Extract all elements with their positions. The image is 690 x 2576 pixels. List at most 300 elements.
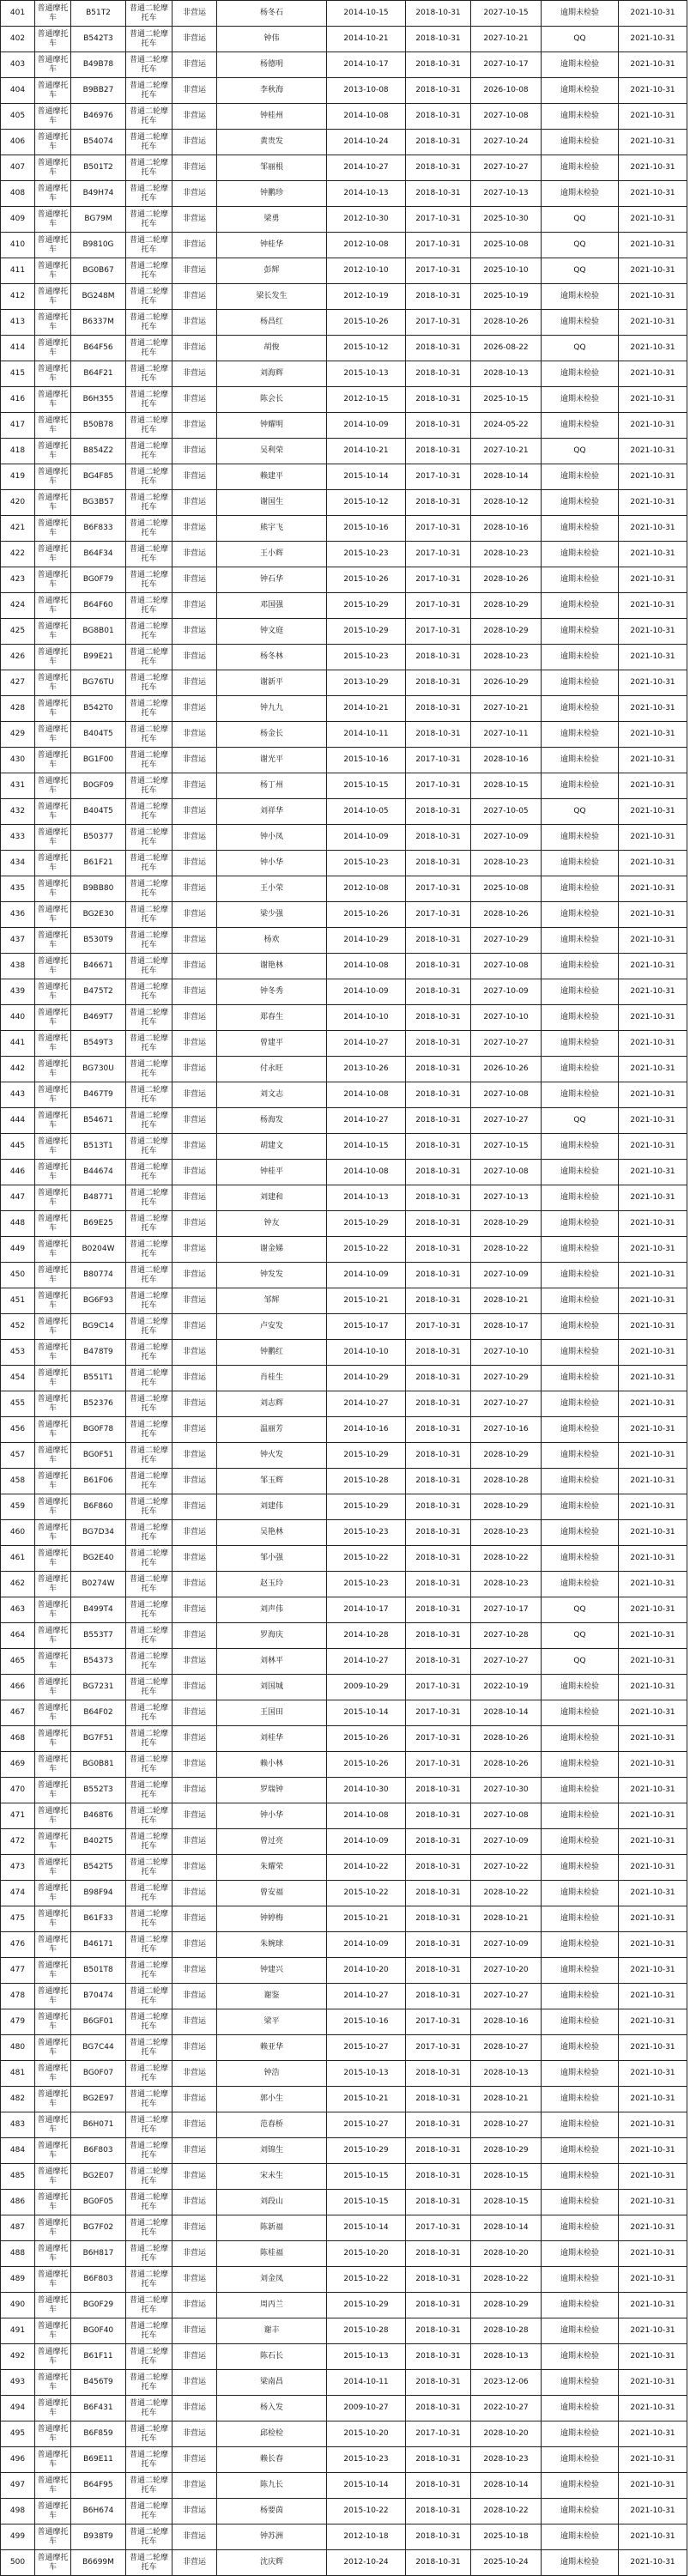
scrap-date-cell: 2028-10-22	[471, 2499, 542, 2524]
scrap-date-cell: 2028-10-16	[471, 748, 542, 773]
owner-name-cell: 钟桂州	[217, 104, 327, 130]
inspection-date-cell: 2018-10-31	[406, 1984, 471, 2009]
row-index-cell: 463	[1, 1597, 35, 1623]
status-cell: 逾期未检验	[542, 773, 619, 799]
owner-name-cell: 杨冬石	[217, 1, 327, 27]
deadline-date-cell: 2021-10-31	[619, 2241, 687, 2267]
vehicle-category-cell: 普通摩托车	[35, 567, 71, 593]
vehicle-type-cell: 普通二轮摩托车	[126, 1623, 172, 1649]
usage-type-cell: 非营运	[172, 1881, 217, 1906]
scrap-date-cell: 2028-10-29	[471, 1211, 542, 1237]
usage-type-cell: 非营运	[172, 1005, 217, 1031]
usage-type-cell: 非营运	[172, 516, 217, 542]
deadline-date-cell: 2021-10-31	[619, 1288, 687, 1314]
scrap-date-cell: 2027-10-08	[471, 104, 542, 130]
registration-date-cell: 2015-10-29	[327, 2293, 406, 2318]
table-row	[1, 1726, 687, 1752]
inspection-date-cell: 2017-10-31	[406, 2009, 471, 2035]
table-row	[1, 2344, 687, 2370]
vehicle-category-cell: 普通摩托车	[35, 181, 71, 207]
table-row	[1, 361, 687, 387]
table-row	[1, 310, 687, 336]
registration-date-cell: 2014-10-27	[327, 1984, 406, 2009]
vehicle-category-cell: 普通摩托车	[35, 1005, 71, 1031]
deadline-date-cell: 2021-10-31	[619, 1752, 687, 1778]
inspection-date-cell: 2018-10-31	[406, 1340, 471, 1366]
inspection-date-cell: 2018-10-31	[406, 1211, 471, 1237]
vehicle-category-cell: 普通摩托车	[35, 155, 71, 181]
inspection-date-cell: 2018-10-31	[406, 722, 471, 748]
scrap-date-cell: 2028-10-14	[471, 2215, 542, 2241]
row-index-cell: 461	[1, 1546, 35, 1572]
status-cell: 逾期未检验	[542, 722, 619, 748]
plate-number-cell: B6F859	[71, 2421, 126, 2447]
owner-name-cell: 钟鹏红	[217, 1340, 327, 1366]
registration-date-cell: 2015-10-29	[327, 593, 406, 619]
owner-name-cell: 杨欢	[217, 928, 327, 954]
table-row	[1, 593, 687, 619]
vehicle-type-cell: 普通二轮摩托车	[126, 748, 172, 773]
vehicle-category-cell: 普通摩托车	[35, 593, 71, 619]
table-row	[1, 2267, 687, 2293]
plate-number-cell: B44674	[71, 1160, 126, 1185]
row-index-cell: 438	[1, 954, 35, 979]
owner-name-cell: 谢新平	[217, 670, 327, 696]
vehicle-category-cell: 普通摩托车	[35, 979, 71, 1005]
scrap-date-cell: 2028-10-29	[471, 593, 542, 619]
deadline-date-cell: 2021-10-31	[619, 979, 687, 1005]
inspection-date-cell: 2018-10-31	[406, 1546, 471, 1572]
registration-date-cell: 2015-10-26	[327, 567, 406, 593]
table-row	[1, 1211, 687, 1237]
row-index-cell: 466	[1, 1675, 35, 1700]
status-cell: QQ	[542, 1597, 619, 1623]
registration-date-cell: 2015-10-28	[327, 2318, 406, 2344]
registration-date-cell: 2015-10-20	[327, 2421, 406, 2447]
usage-type-cell: 非营运	[172, 258, 217, 284]
plate-number-cell: B61F11	[71, 2344, 126, 2370]
row-index-cell: 439	[1, 979, 35, 1005]
registration-date-cell: 2015-10-14	[327, 2215, 406, 2241]
owner-name-cell: 梁南昌	[217, 2370, 327, 2396]
status-cell: 逾期未检验	[542, 1263, 619, 1288]
owner-name-cell: 钟友	[217, 1211, 327, 1237]
status-cell: 逾期未检验	[542, 155, 619, 181]
status-cell: QQ	[542, 258, 619, 284]
owner-name-cell: 钟火发	[217, 1443, 327, 1469]
row-index-cell: 428	[1, 696, 35, 722]
plate-number-cell: B402T5	[71, 1829, 126, 1855]
deadline-date-cell: 2021-10-31	[619, 1211, 687, 1237]
table-row	[1, 1984, 687, 2009]
status-cell: 逾期未检验	[542, 2241, 619, 2267]
row-index-cell: 485	[1, 2164, 35, 2190]
vehicle-type-cell: 普通二轮摩托车	[126, 825, 172, 851]
status-cell: 逾期未检验	[542, 902, 619, 928]
usage-type-cell: 非营运	[172, 284, 217, 310]
vehicle-category-cell: 普通摩托车	[35, 2164, 71, 2190]
status-cell: 逾期未检验	[542, 1340, 619, 1366]
scrap-date-cell: 2027-10-05	[471, 799, 542, 825]
vehicle-category-cell: 普通摩托车	[35, 2550, 71, 2576]
owner-name-cell: 刘文志	[217, 1082, 327, 1108]
row-index-cell: 427	[1, 670, 35, 696]
usage-type-cell: 非营运	[172, 1082, 217, 1108]
row-index-cell: 443	[1, 1082, 35, 1108]
plate-number-cell: BG4F85	[71, 464, 126, 490]
deadline-date-cell: 2021-10-31	[619, 748, 687, 773]
registration-date-cell: 2014-10-30	[327, 1778, 406, 1803]
owner-name-cell: 杨德明	[217, 52, 327, 78]
row-index-cell: 484	[1, 2138, 35, 2164]
usage-type-cell: 非营运	[172, 619, 217, 645]
plate-number-cell: BG248M	[71, 284, 126, 310]
scrap-date-cell: 2028-10-28	[471, 2318, 542, 2344]
inspection-date-cell: 2018-10-31	[406, 361, 471, 387]
row-index-cell: 415	[1, 361, 35, 387]
owner-name-cell: 刘金凤	[217, 2267, 327, 2293]
registration-date-cell: 2014-10-27	[327, 1031, 406, 1057]
vehicle-type-cell: 普通二轮摩托车	[126, 876, 172, 902]
usage-type-cell: 非营运	[172, 851, 217, 876]
inspection-date-cell: 2018-10-31	[406, 439, 471, 464]
status-cell: 逾期未检验	[542, 1932, 619, 1958]
deadline-date-cell: 2021-10-31	[619, 2009, 687, 2035]
row-index-cell: 420	[1, 490, 35, 516]
owner-name-cell: 钟小华	[217, 1803, 327, 1829]
vehicle-category-cell: 普通摩托车	[35, 2370, 71, 2396]
scrap-date-cell: 2027-10-28	[471, 1623, 542, 1649]
deadline-date-cell: 2021-10-31	[619, 902, 687, 928]
owner-name-cell: 王小荣	[217, 876, 327, 902]
inspection-date-cell: 2018-10-31	[406, 27, 471, 52]
usage-type-cell: 非营运	[172, 1906, 217, 1932]
plate-number-cell: B54373	[71, 1649, 126, 1675]
row-index-cell: 464	[1, 1623, 35, 1649]
owner-name-cell: 钟桂华	[217, 233, 327, 258]
table-row	[1, 78, 687, 104]
usage-type-cell: 非营运	[172, 464, 217, 490]
vehicle-type-cell: 普通二轮摩托车	[126, 1417, 172, 1443]
status-cell: 逾期未检验	[542, 2267, 619, 2293]
scrap-date-cell: 2027-10-08	[471, 1160, 542, 1185]
registration-date-cell: 2015-10-29	[327, 1211, 406, 1237]
registration-date-cell: 2014-10-13	[327, 1185, 406, 1211]
vehicle-type-cell: 普通二轮摩托车	[126, 2396, 172, 2421]
plate-number-cell: B9BB27	[71, 78, 126, 104]
vehicle-type-cell: 普通二轮摩托车	[126, 1185, 172, 1211]
deadline-date-cell: 2021-10-31	[619, 2138, 687, 2164]
inspection-date-cell: 2018-10-31	[406, 1572, 471, 1597]
status-cell: QQ	[542, 27, 619, 52]
owner-name-cell: 吴艳林	[217, 1520, 327, 1546]
row-index-cell: 499	[1, 2524, 35, 2550]
vehicle-category-cell: 普通摩托车	[35, 928, 71, 954]
owner-name-cell: 杨入发	[217, 2396, 327, 2421]
row-index-cell: 477	[1, 1958, 35, 1984]
deadline-date-cell: 2021-10-31	[619, 1649, 687, 1675]
owner-name-cell: 梁平	[217, 2009, 327, 2035]
usage-type-cell: 非营运	[172, 1932, 217, 1958]
deadline-date-cell: 2021-10-31	[619, 2267, 687, 2293]
inspection-date-cell: 2018-10-31	[406, 1031, 471, 1057]
row-index-cell: 447	[1, 1185, 35, 1211]
inspection-date-cell: 2018-10-31	[406, 928, 471, 954]
inspection-date-cell: 2018-10-31	[406, 1906, 471, 1932]
scrap-date-cell: 2027-10-13	[471, 181, 542, 207]
registration-date-cell: 2014-10-08	[327, 1803, 406, 1829]
inspection-date-cell: 2018-10-31	[406, 1649, 471, 1675]
inspection-date-cell: 2017-10-31	[406, 2035, 471, 2061]
table-row	[1, 1185, 687, 1211]
vehicle-category-cell: 普通摩托车	[35, 439, 71, 464]
scrap-date-cell: 2025-10-19	[471, 284, 542, 310]
status-cell: 逾期未检验	[542, 1984, 619, 2009]
owner-name-cell: 钟苏洲	[217, 2524, 327, 2550]
registration-date-cell: 2015-10-13	[327, 2061, 406, 2087]
vehicle-type-cell: 普通二轮摩托车	[126, 1958, 172, 1984]
usage-type-cell: 非营运	[172, 2138, 217, 2164]
plate-number-cell: B64F60	[71, 593, 126, 619]
status-cell: 逾期未检验	[542, 979, 619, 1005]
registration-date-cell: 2014-10-20	[327, 1958, 406, 1984]
usage-type-cell: 非营运	[172, 1546, 217, 1572]
plate-number-cell: B468T6	[71, 1803, 126, 1829]
scrap-date-cell: 2028-10-26	[471, 567, 542, 593]
vehicle-category-cell: 普通摩托车	[35, 27, 71, 52]
owner-name-cell: 刘桂华	[217, 1726, 327, 1752]
table-row	[1, 928, 687, 954]
usage-type-cell: 非营运	[172, 2215, 217, 2241]
deadline-date-cell: 2021-10-31	[619, 2061, 687, 2087]
inspection-date-cell: 2017-10-31	[406, 1314, 471, 1340]
usage-type-cell: 非营运	[172, 645, 217, 670]
table-row	[1, 155, 687, 181]
registration-date-cell: 2015-10-22	[327, 1546, 406, 1572]
plate-number-cell: B549T3	[71, 1031, 126, 1057]
deadline-date-cell: 2021-10-31	[619, 1005, 687, 1031]
owner-name-cell: 赵玉玲	[217, 1572, 327, 1597]
status-cell: 逾期未检验	[542, 1005, 619, 1031]
scrap-date-cell: 2027-10-30	[471, 1778, 542, 1803]
registration-date-cell: 2015-10-23	[327, 1572, 406, 1597]
usage-type-cell: 非营运	[172, 2524, 217, 2550]
usage-type-cell: 非营运	[172, 979, 217, 1005]
deadline-date-cell: 2021-10-31	[619, 2447, 687, 2473]
usage-type-cell: 非营运	[172, 1520, 217, 1546]
inspection-date-cell: 2018-10-31	[406, 851, 471, 876]
deadline-date-cell: 2021-10-31	[619, 233, 687, 258]
registration-date-cell: 2014-10-24	[327, 130, 406, 155]
owner-name-cell: 刘段山	[217, 2190, 327, 2215]
deadline-date-cell: 2021-10-31	[619, 1546, 687, 1572]
row-index-cell: 435	[1, 876, 35, 902]
inspection-date-cell: 2018-10-31	[406, 1005, 471, 1031]
usage-type-cell: 非营运	[172, 1443, 217, 1469]
scrap-date-cell: 2028-10-15	[471, 2164, 542, 2190]
scrap-date-cell: 2028-10-21	[471, 2087, 542, 2112]
registration-date-cell: 2014-10-09	[327, 825, 406, 851]
inspection-date-cell: 2018-10-31	[406, 1057, 471, 1082]
vehicle-type-cell: 普通二轮摩托车	[126, 2524, 172, 2550]
registration-date-cell: 2014-10-17	[327, 52, 406, 78]
vehicle-category-cell: 普通摩托车	[35, 1, 71, 27]
scrap-date-cell: 2027-10-09	[471, 1829, 542, 1855]
vehicle-category-cell: 普通摩托车	[35, 1417, 71, 1443]
scrap-date-cell: 2027-10-27	[471, 155, 542, 181]
usage-type-cell: 非营运	[172, 1391, 217, 1417]
usage-type-cell: 非营运	[172, 1649, 217, 1675]
inspection-date-cell: 2017-10-31	[406, 516, 471, 542]
registration-date-cell: 2014-10-09	[327, 1932, 406, 1958]
owner-name-cell: 郑春生	[217, 1005, 327, 1031]
deadline-date-cell: 2021-10-31	[619, 1391, 687, 1417]
vehicle-category-cell: 普通摩托车	[35, 310, 71, 336]
deadline-date-cell: 2021-10-31	[619, 1314, 687, 1340]
scrap-date-cell: 2027-10-16	[471, 1417, 542, 1443]
registration-date-cell: 2014-10-09	[327, 979, 406, 1005]
table-row	[1, 1597, 687, 1623]
usage-type-cell: 非营运	[172, 1984, 217, 2009]
vehicle-type-cell: 普通二轮摩托车	[126, 1211, 172, 1237]
vehicle-category-cell: 普通摩托车	[35, 2318, 71, 2344]
scrap-date-cell: 2028-10-22	[471, 1546, 542, 1572]
deadline-date-cell: 2021-10-31	[619, 696, 687, 722]
status-cell: 逾期未检验	[542, 2473, 619, 2499]
status-cell: QQ	[542, 1649, 619, 1675]
row-index-cell: 425	[1, 619, 35, 645]
inspection-date-cell: 2018-10-31	[406, 155, 471, 181]
vehicle-type-cell: 普通二轮摩托车	[126, 2061, 172, 2087]
scrap-date-cell: 2028-10-27	[471, 2035, 542, 2061]
table-row	[1, 1881, 687, 1906]
inspection-date-cell: 2018-10-31	[406, 2447, 471, 2473]
scrap-date-cell: 2027-10-09	[471, 1932, 542, 1958]
table-row	[1, 1288, 687, 1314]
usage-type-cell: 非营运	[172, 876, 217, 902]
usage-type-cell: 非营运	[172, 1597, 217, 1623]
registration-date-cell: 2012-10-19	[327, 284, 406, 310]
table-row	[1, 387, 687, 413]
table-row	[1, 876, 687, 902]
vehicle-type-cell: 普通二轮摩托车	[126, 1675, 172, 1700]
usage-type-cell: 非营运	[172, 1623, 217, 1649]
deadline-date-cell: 2021-10-31	[619, 258, 687, 284]
usage-type-cell: 非营运	[172, 1288, 217, 1314]
inspection-date-cell: 2018-10-31	[406, 1443, 471, 1469]
status-cell: 逾期未检验	[542, 1778, 619, 1803]
deadline-date-cell: 2021-10-31	[619, 284, 687, 310]
vehicle-type-cell: 普通二轮摩托车	[126, 593, 172, 619]
plate-number-cell: B0GF09	[71, 773, 126, 799]
row-index-cell: 457	[1, 1443, 35, 1469]
registration-date-cell: 2012-10-30	[327, 207, 406, 233]
deadline-date-cell: 2021-10-31	[619, 851, 687, 876]
usage-type-cell: 非营运	[172, 310, 217, 336]
vehicle-category-cell: 普通摩托车	[35, 1211, 71, 1237]
plate-number-cell: B6F860	[71, 1494, 126, 1520]
vehicle-category-cell: 普通摩托车	[35, 2190, 71, 2215]
table-row	[1, 258, 687, 284]
scrap-date-cell: 2027-10-27	[471, 1649, 542, 1675]
usage-type-cell: 非营运	[172, 490, 217, 516]
scrap-date-cell: 2028-10-21	[471, 1288, 542, 1314]
deadline-date-cell: 2021-10-31	[619, 1623, 687, 1649]
usage-type-cell: 非营运	[172, 1263, 217, 1288]
deadline-date-cell: 2021-10-31	[619, 773, 687, 799]
vehicle-type-cell: 普通二轮摩托车	[126, 2241, 172, 2267]
vehicle-type-cell: 普通二轮摩托车	[126, 1881, 172, 1906]
usage-type-cell: 非营运	[172, 773, 217, 799]
row-index-cell: 404	[1, 78, 35, 104]
owner-name-cell: 钟浩	[217, 2061, 327, 2087]
plate-number-cell: B69E25	[71, 1211, 126, 1237]
deadline-date-cell: 2021-10-31	[619, 1494, 687, 1520]
table-row	[1, 1134, 687, 1160]
usage-type-cell: 非营运	[172, 2473, 217, 2499]
status-cell: 逾期未检验	[542, 1469, 619, 1494]
inspection-date-cell: 2018-10-31	[406, 78, 471, 104]
owner-name-cell: 钟桂平	[217, 1160, 327, 1185]
table-row	[1, 1469, 687, 1494]
plate-number-cell: BG0B81	[71, 1752, 126, 1778]
owner-name-cell: 杨海发	[217, 1108, 327, 1134]
table-row	[1, 2524, 687, 2550]
owner-name-cell: 陈石长	[217, 2344, 327, 2370]
table-row	[1, 1778, 687, 1803]
status-cell: 逾期未检验	[542, 1546, 619, 1572]
row-index-cell: 490	[1, 2293, 35, 2318]
status-cell: 逾期未检验	[542, 413, 619, 439]
registration-date-cell: 2012-10-18	[327, 2524, 406, 2550]
scrap-date-cell: 2027-10-10	[471, 1005, 542, 1031]
owner-name-cell: 胡建文	[217, 1134, 327, 1160]
scrap-date-cell: 2027-10-08	[471, 954, 542, 979]
deadline-date-cell: 2021-10-31	[619, 542, 687, 567]
scrap-date-cell: 2027-10-27	[471, 1391, 542, 1417]
status-cell: 逾期未检验	[542, 1675, 619, 1700]
registration-date-cell: 2012-10-08	[327, 876, 406, 902]
scrap-date-cell: 2026-10-26	[471, 1057, 542, 1082]
deadline-date-cell: 2021-10-31	[619, 619, 687, 645]
status-cell: 逾期未检验	[542, 1237, 619, 1263]
row-index-cell: 498	[1, 2499, 35, 2524]
registration-date-cell: 2014-10-10	[327, 1340, 406, 1366]
status-cell: 逾期未检验	[542, 645, 619, 670]
usage-type-cell: 非营运	[172, 542, 217, 567]
vehicle-category-cell: 普通摩托车	[35, 104, 71, 130]
row-index-cell: 446	[1, 1160, 35, 1185]
row-index-cell: 471	[1, 1803, 35, 1829]
plate-number-cell: B6H817	[71, 2241, 126, 2267]
vehicle-category-cell: 普通摩托车	[35, 413, 71, 439]
vehicle-type-cell: 普通二轮摩托车	[126, 464, 172, 490]
vehicle-category-cell: 普通摩托车	[35, 1726, 71, 1752]
table-row	[1, 104, 687, 130]
row-index-cell: 489	[1, 2267, 35, 2293]
row-index-cell: 497	[1, 2473, 35, 2499]
vehicle-type-cell: 普通二轮摩托车	[126, 1520, 172, 1546]
registration-date-cell: 2014-10-09	[327, 413, 406, 439]
vehicle-category-cell: 普通摩托车	[35, 1082, 71, 1108]
vehicle-type-cell: 普通二轮摩托车	[126, 207, 172, 233]
table-row	[1, 799, 687, 825]
row-index-cell: 481	[1, 2061, 35, 2087]
vehicle-type-cell: 普通二轮摩托车	[126, 1057, 172, 1082]
row-index-cell: 449	[1, 1237, 35, 1263]
owner-name-cell: 梁勇	[217, 207, 327, 233]
status-cell: QQ	[542, 1623, 619, 1649]
